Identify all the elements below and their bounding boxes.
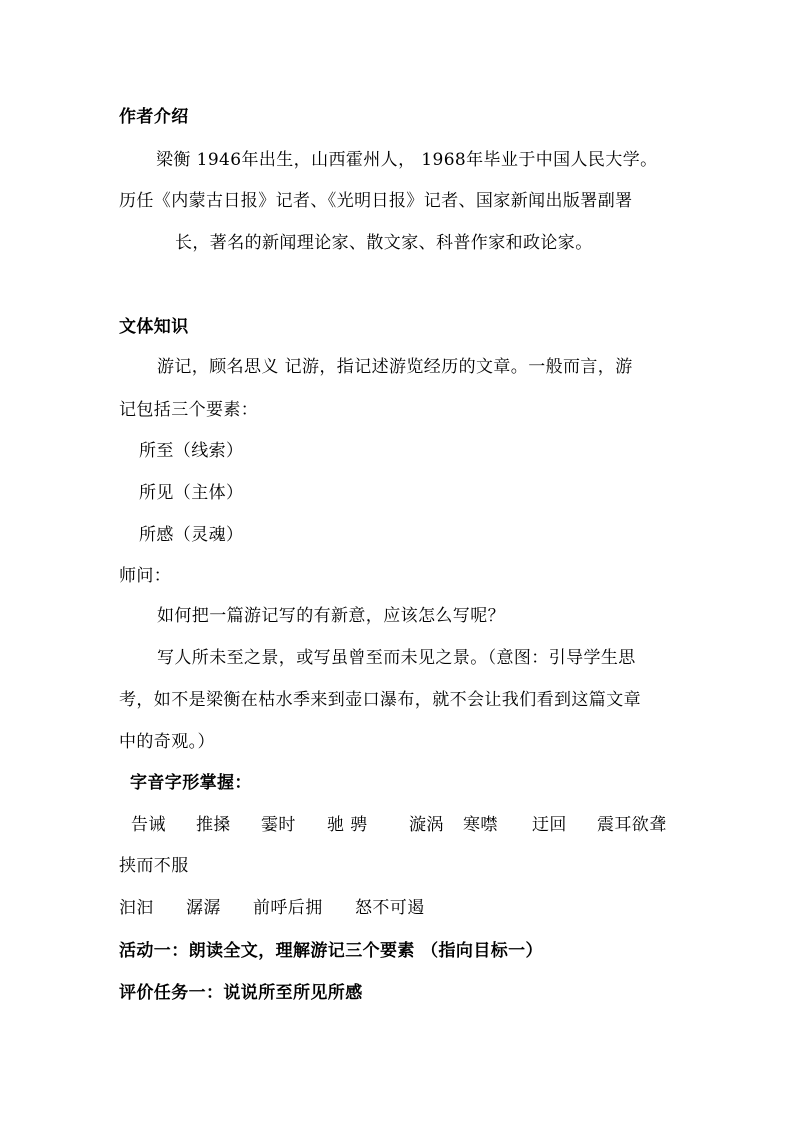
vocab-word: 驰 骋 bbox=[327, 815, 368, 835]
vocab-word: 漩涡 bbox=[409, 815, 444, 835]
vocab-word: 震耳欲聋 bbox=[597, 815, 667, 835]
element-item: 所感（灵魂） bbox=[139, 525, 244, 545]
vocab-word: 怒不可遏 bbox=[355, 898, 425, 918]
vocab-word: 迂回 bbox=[532, 815, 567, 835]
activity-title: 活动一：朗读全文，理解游记三个要素 （指向目标一） bbox=[119, 941, 543, 961]
vocab-word: 潺潺 bbox=[186, 898, 221, 918]
teacher-answer-line-3: 中的奇观。） bbox=[119, 732, 215, 752]
genre-line-1: 游记，顾名思义 记游，指记述游览经历的文章。一般而言，游 bbox=[157, 357, 633, 377]
element-item: 所至（线索） bbox=[139, 441, 244, 461]
author-heading: 作者介绍 bbox=[119, 107, 189, 127]
vocab-row-2: 挟而不服 bbox=[119, 856, 189, 876]
genre-heading: 文体知识 bbox=[119, 317, 189, 337]
vocab-word: 告诫 bbox=[131, 815, 166, 835]
author-line-3: 长，著名的新闻理论家、散文家、科普作家和政论家。 bbox=[175, 233, 593, 253]
vocab-word: 前呼后拥 bbox=[253, 898, 323, 918]
vocab-heading: 字音字形掌握： bbox=[130, 773, 252, 793]
teacher-question-label: 师问： bbox=[119, 566, 172, 586]
vocab-word: 推搡 bbox=[196, 815, 231, 835]
teacher-answer-line-1: 写人所未至之景，或写虽曾至而未见之景。（意图：引导学生思 bbox=[157, 648, 636, 668]
teacher-answer-line-2: 考，如不是梁衡在枯水季来到壶口瀑布，就不会让我们看到这篇文章 bbox=[119, 690, 641, 710]
vocab-word: 寒噤 bbox=[463, 815, 498, 835]
author-line-1: 梁衡 1946年出生，山西霍州人， 1968年毕业于中国人民大学。 bbox=[156, 150, 658, 170]
evaluation-task: 评价任务一：说说所至所见所感 bbox=[119, 983, 363, 1003]
teacher-question: 如何把一篇游记写的有新意，应该怎么写呢？ bbox=[157, 606, 505, 626]
genre-line-2: 记包括三个要素： bbox=[119, 400, 259, 420]
element-item: 所见（主体） bbox=[139, 483, 244, 503]
vocab-row-1 bbox=[0, 813, 794, 837]
vocab-row-3 bbox=[0, 896, 794, 920]
vocab-word: 霎时 bbox=[261, 815, 296, 835]
vocab-word: 汩汩 bbox=[119, 898, 154, 918]
author-line-2: 历任《内蒙古日报》记者、《光明日报》记者、国家新闻出版署副署 bbox=[119, 191, 633, 211]
